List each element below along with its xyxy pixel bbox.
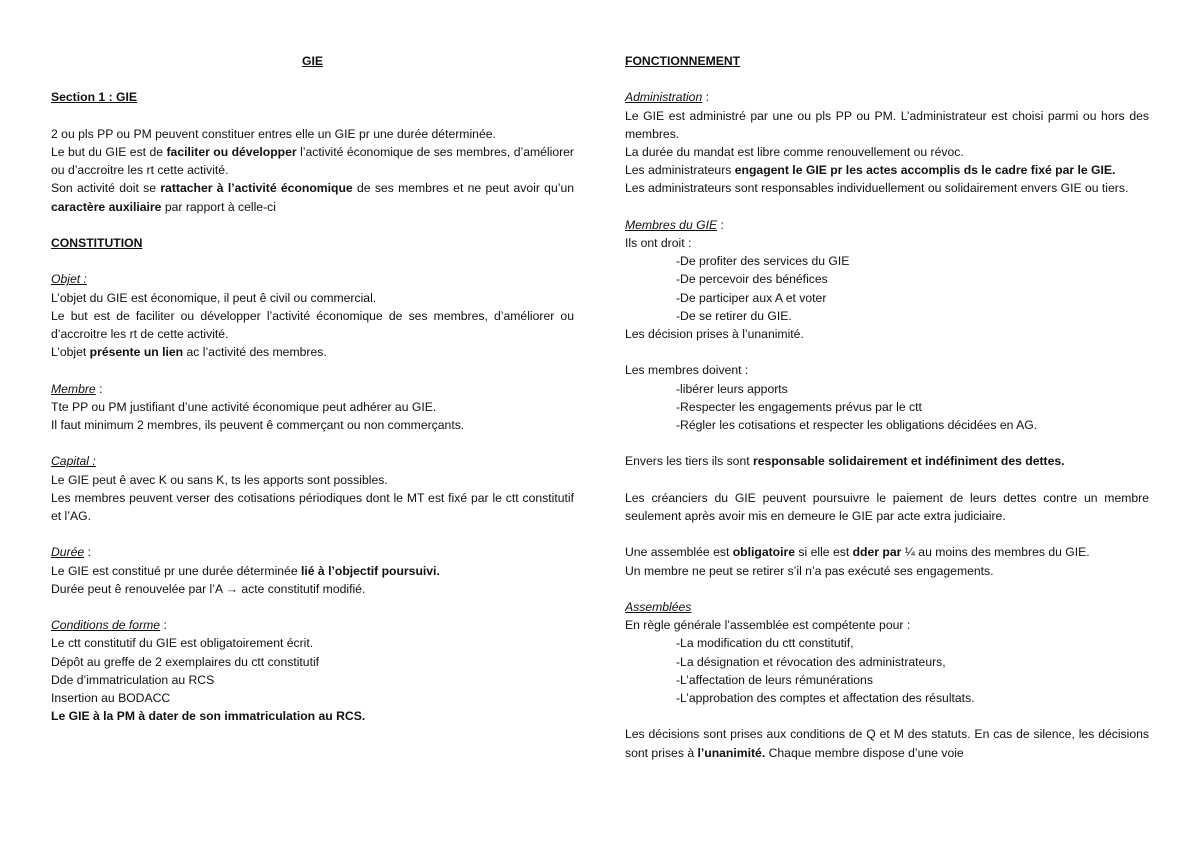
droit-item-4: -De se retirer du GIE.: [676, 308, 792, 323]
membres-doivent: Les membres doivent :: [625, 363, 749, 378]
admin-line-4: Les administrateurs sont responsables individuellement ou solidairement envers GIE ou tiers.: [625, 181, 1129, 196]
section-title: Section 1 : GIE: [51, 90, 138, 105]
capital-line-2: Les membres peuvent verser des cotisations périodiques dont le MT est fixé par le ctt constitutif et l’AG.: [51, 490, 574, 523]
fonctionnement-title: FONCTIONNEMENT: [625, 54, 741, 68]
doivent-item-3: -Régler les cotisations et respecter les obligations décidées en AG.: [676, 418, 1038, 433]
droit-item-2: -De percevoir des bénéfices: [676, 272, 828, 287]
assemblee-obligatoire-line: Une assemblée est obligatoire si elle est dder par ¼ au moins des membres du GIE.: [625, 545, 1090, 560]
membre-line-1: Tte PP ou PM justifiant d’une activité économique peut adhérer au GIE.: [51, 399, 437, 414]
objet-line-1: L’objet du GIE est économique, il peut ê civil ou commercial.: [51, 290, 377, 305]
duree-label: Durée :: [51, 545, 91, 560]
admin-line-1: Le GIE est administré par une ou pls PP ou PM. L’administrateur est choisi parmi ou hors des membres.: [625, 108, 1149, 141]
constitution-title: CONSTITUTION: [51, 235, 143, 250]
creanciers-paragraph: Les créanciers du GIE peuvent poursuivre le paiement de leurs dettes contre un membre seulement après avoir mis en demeure le GIE par acte extra judiciaire.: [625, 490, 1149, 523]
forme-label: Conditions de forme :: [51, 618, 167, 633]
membre-line-2: Il faut minimum 2 membres, ils peuvent ê commerçant ou non commerçants.: [51, 417, 465, 432]
objet-line-3: L’objet présente un lien ac l’activité des membres.: [51, 345, 327, 360]
intro-line-2: Le but du GIE est de faciliter ou développer l’activité économique de ses membres, d’améliorer ou d’accroitre les rt cette activité.: [51, 144, 574, 178]
assemblees-item-3: -L’affectation de leurs rémunérations: [676, 672, 873, 687]
tiers-line: Envers les tiers ils sont responsable solidairement et indéfiniment des dettes.: [625, 454, 1065, 469]
intro-line-3: Son activité doit se rattacher à l’activité économique de ses membres et ne peut avoir qu’un caractère auxiliaire par rapport à celle-ci: [51, 181, 574, 214]
admin-label: Administration :: [625, 90, 710, 105]
decisions-paragraph: Les décisions sont prises aux conditions de Q et M des statuts. En cas de silence, les décisions sont prises à l’unanimité. Chaque membre dispose d’une voie: [625, 727, 1149, 760]
membres-droit: Ils ont droit :: [625, 236, 692, 250]
doivent-item-2: -Respecter les engagements prévus par le ctt: [676, 399, 922, 414]
objet-line-2: Le but est de faciliter ou développer l’activité économique de ses membres, d’améliorer ou d’accroitre les rt de cette activité.: [51, 308, 574, 341]
assemblees-item-2: -La désignation et révocation des administrateurs,: [676, 654, 946, 669]
left-column: [51, 52, 574, 725]
membre-label: Membre :: [51, 381, 103, 396]
doivent-item-1: -libérer leurs apports: [676, 381, 788, 396]
objet-label: Objet :: [51, 272, 87, 287]
assemblees-item-1: -La modification du ctt constitutif,: [676, 636, 854, 651]
forme-line-5: Le GIE à la PM à dater de son immatriculation au RCS.: [51, 709, 366, 724]
duree-line-1: Le GIE est constitué pr une durée déterminée lié à l’objectif poursuivi.: [51, 563, 440, 578]
retrait-line: Un membre ne peut se retirer s’il n’a pas exécuté ses engagements.: [625, 563, 994, 578]
duree-line-2: Durée peut ê renouvelée par l’A → acte constitutif modifié.: [51, 581, 366, 596]
admin-line-2: La durée du mandat est libre comme renouvellement ou révoc.: [625, 145, 964, 159]
forme-line-4: Insertion au BODACC: [51, 690, 171, 705]
forme-line-3: Dde d’immatriculation au RCS: [51, 672, 215, 687]
admin-line-3: Les administrateurs engagent le GIE pr les actes accomplis ds le cadre fixé par le GIE.: [625, 163, 1116, 178]
capital-label: Capital :: [51, 454, 96, 469]
page-title-gie: GIE: [302, 54, 323, 68]
right-column: [625, 52, 1149, 762]
forme-line-1: Le ctt constitutif du GIE est obligatoirement écrit.: [51, 636, 314, 651]
forme-line-2: Dépôt au greffe de 2 exemplaires du ctt constitutif: [51, 654, 320, 669]
capital-line-1: Le GIE peut ê avec K ou sans K, ts les apports sont possibles.: [51, 472, 388, 487]
intro-line-1: 2 ou pls PP ou PM peuvent constituer entres elle un GIE pr une durée déterminée.: [51, 126, 496, 141]
assemblees-label: Assemblées: [625, 599, 692, 614]
droit-item-3: -De participer aux A et voter: [676, 290, 827, 305]
membres-label: Membres du GIE :: [625, 217, 724, 232]
droit-item-1: -De profiter des services du GIE: [676, 254, 850, 269]
assemblees-item-4: -L’approbation des comptes et affectation des résultats.: [676, 691, 975, 705]
assemblees-intro: En règle générale l’assemblée est compétente pour :: [625, 618, 911, 633]
membres-decision: Les décision prises à l’unanimité.: [625, 327, 804, 342]
